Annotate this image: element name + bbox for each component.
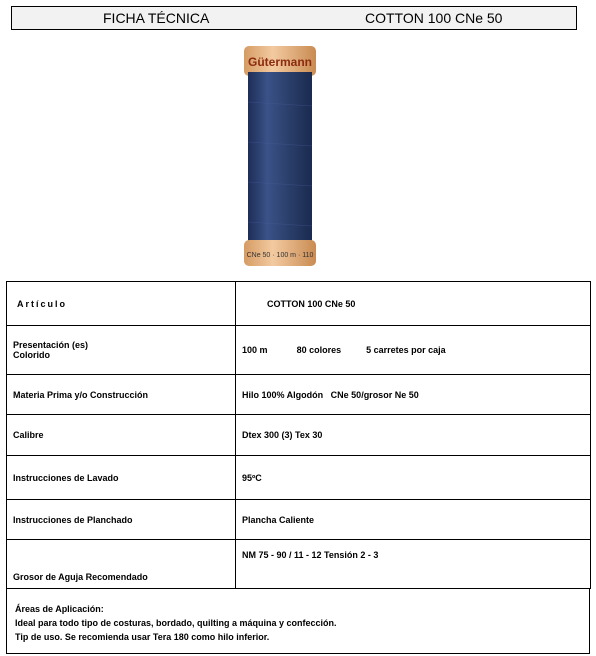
value-planchado: Plancha Caliente [236,500,591,540]
document-title: FICHA TÉCNICA [103,10,210,26]
value-calibre: Dtex 300 (3) Tex 30 [236,415,591,456]
notes-title: Áreas de Aplicación: [15,604,104,614]
brand-logo: Gütermann [247,55,313,69]
product-title: COTTON 100 CNe 50 [365,10,503,26]
label-articulo: Artículo [7,282,236,326]
label-calibre: Calibre [7,415,236,456]
label-planchado: Instrucciones de Planchado [7,500,236,540]
value-presentacion [236,326,591,375]
table-row [7,540,591,589]
thread-body [248,72,312,244]
value-aguja: NM 75 - 90 / 11 - 12 Tensión 2 - 3 [236,540,591,589]
value-packaging: 5 carretes por caja [366,345,446,355]
application-notes [6,588,590,654]
label-aguja: Grosor de Aguja Recomendado [7,540,236,589]
table-row [7,326,591,375]
table-row [7,415,591,456]
label-presentacion [7,326,236,375]
header-bar [11,6,577,30]
table-row [7,282,591,326]
label-materia-prima: Materia Prima y/o Construcción [7,375,236,415]
notes-line1: Ideal para todo tipo de costuras, bordado, quilting a máquina y confección. [15,618,337,628]
value-materia-prima: Hilo 100% Algodón CNe 50/grosor Ne 50 [236,375,591,415]
thread-spool-image [232,42,328,274]
table-row [7,375,591,415]
spool-label: CNe 50 · 100 m · 110 [246,252,314,259]
value-articulo: COTTON 100 CNe 50 [236,282,591,326]
label-presentacion-line1: Presentación (es) [13,340,89,350]
value-lavado: 95ºC [236,456,591,500]
table-row [7,456,591,500]
value-colors: 80 colores [296,345,342,355]
label-lavado: Instrucciones de Lavado [7,456,236,500]
label-presentacion-line2: Colorido [13,350,50,360]
table-row [7,500,591,540]
notes-line2: Tip de uso. Se recomienda usar Tera 180 como hilo inferior. [15,632,270,642]
spec-table [6,281,591,589]
value-length: 100 m [242,345,268,355]
